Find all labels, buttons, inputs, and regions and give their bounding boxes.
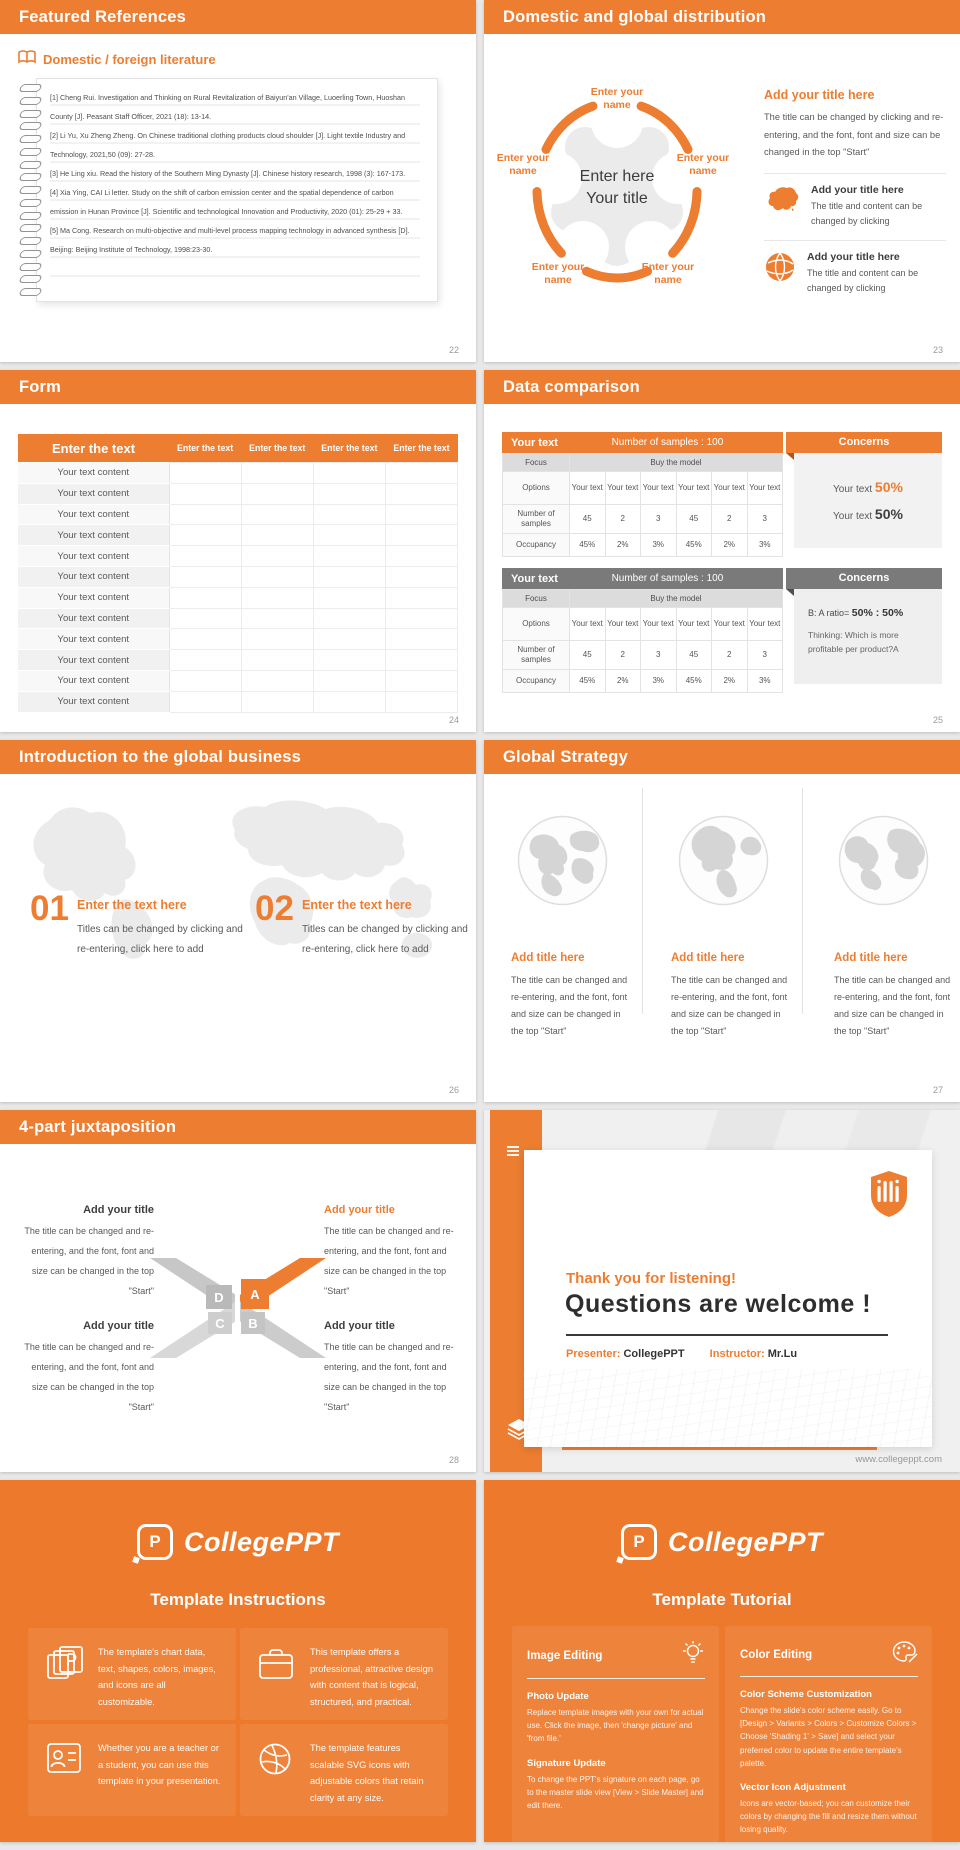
slide-title: Domestic and global distribution — [503, 8, 767, 26]
column-body: The title can be changed and re-entering, and the font, font and size can be changed in the top "Start" — [834, 975, 951, 1036]
item-body: The title and content can be changed by clicking — [807, 267, 919, 293]
collegeppt-logo-icon: P — [621, 1524, 657, 1560]
column-header: Enter the text — [18, 434, 169, 463]
wireframe-mesh — [524, 1369, 932, 1447]
table-row: Your text content — [18, 483, 458, 504]
slide-featured-references[interactable] — [0, 0, 476, 362]
section-body: Change the slide's color scheme easily. Go to [Design > Variants > Colors > Customize Colors > Choose 'Shading 1' > Save] and select your preferred color to update the entire template's palette. — [740, 1706, 917, 1768]
diagram-center-text[interactable] — [557, 166, 677, 210]
column-header: Enter the text — [241, 434, 313, 463]
instructor-name: Mr.Lu — [767, 1348, 798, 1360]
column-title: Add title here — [511, 952, 585, 964]
center-line2: Your title — [586, 190, 648, 207]
page-number: 28 — [448, 1455, 459, 1465]
node-label-right[interactable]: Enter your name — [676, 152, 730, 177]
shield-logo-icon — [870, 1170, 908, 1223]
instruction-text: The template's chart data, text, shapes, colors, images, and icons are all customizable. — [98, 1647, 216, 1707]
ribbon-letter: D — [206, 1285, 232, 1309]
thanks-subtitle: Thank you for listening! — [566, 1270, 737, 1287]
tutorial-panel-color-editing — [725, 1626, 932, 1842]
column-header: Enter the text — [385, 434, 457, 463]
page-number: 27 — [932, 1085, 943, 1095]
page-number: 22 — [448, 345, 459, 355]
table-row: Your text content — [18, 650, 458, 671]
panel-body: The title can be changed by clicking and re-entering, and the font, font and size can be changed in the top "Start" — [764, 112, 944, 157]
table-row: Your text content — [18, 463, 458, 484]
table-row: Your text content — [18, 608, 458, 629]
section-body: Icons are vector-based; you can customize their colors by changing the fill and resize them without losing quality. — [740, 1799, 917, 1835]
ribbon-letter: C — [208, 1312, 232, 1334]
brand-name: CollegePPT — [183, 1526, 340, 1557]
section-title: Vector Icon Adjustment — [740, 1782, 846, 1794]
presenter-label: Presenter: — [566, 1348, 621, 1360]
briefcase-icon — [258, 1644, 296, 1710]
tutorial-section — [740, 1782, 918, 1837]
tutorial-panel-image-editing — [512, 1626, 719, 1842]
reference-list — [50, 88, 420, 294]
content-card — [524, 1150, 932, 1447]
table-row: Your text content — [18, 587, 458, 608]
table-row: Your text content — [18, 691, 458, 712]
reference-item: [4] Xia Ying, CAI Li letter. Study on the shift of carbon emission center and the spatial dependence of carbon emission in Hunan Province [J]. Scientific and technological Innovation and Productivity, 2020 (01): 25-29 + 33. — [50, 188, 403, 216]
list-item — [764, 251, 946, 296]
item-number: 02 — [255, 889, 294, 928]
palette-icon — [892, 1640, 918, 1669]
center-line1: Enter here — [579, 168, 655, 185]
block-body: The title can be changed and re-entering, and the font, font and size can be changed in the top "Start" — [24, 1342, 154, 1412]
collegeppt-logo-icon: P — [137, 1524, 173, 1560]
block-body: The title can be changed and re-entering, and the font, font and size can be changed in the top "Start" — [324, 1226, 454, 1296]
slide-template-instructions[interactable] — [0, 1480, 476, 1842]
quadrant-block — [14, 1204, 154, 1301]
table-row: Your text content — [18, 504, 458, 525]
instruction-item — [240, 1628, 448, 1720]
section-title: Domestic / foreign literature — [43, 52, 216, 67]
section-body: To change the PPT's signature on each page, go to the master slide view [View > Slide Master] and edit there. — [527, 1774, 704, 1811]
table-header-row — [18, 434, 458, 463]
globe-graphic — [515, 813, 610, 913]
divider-line — [566, 1334, 888, 1336]
table-row: Your text content — [18, 629, 458, 650]
instruction-text: This template offers a professional, attractive design with content that is logical, structured, and practical. — [310, 1647, 433, 1707]
column-title: Add title here — [834, 952, 908, 964]
column-divider — [802, 788, 803, 1014]
website-url: www.collegeppt.com — [855, 1454, 942, 1465]
spiral-binding — [20, 84, 44, 296]
instruction-text: The template features scalable SVG icons with adjustable colors that retain clarity at any size. — [310, 1743, 424, 1803]
slide-global-strategy[interactable] — [484, 740, 960, 1102]
section-title: Color Scheme Customization — [740, 1689, 872, 1700]
slide-domestic-global-distribution[interactable] — [484, 0, 960, 362]
item-title: Enter the text here — [302, 898, 412, 912]
page-number: 24 — [448, 715, 459, 725]
menu-icon[interactable] — [507, 1146, 519, 1159]
slide-title: Global Strategy — [503, 748, 628, 766]
vector-ball-icon — [258, 1740, 296, 1806]
node-label-top[interactable]: Enter your name — [590, 86, 644, 111]
presenter-name: CollegePPT — [623, 1348, 685, 1360]
reference-item: [2] Li Yu, Xu Zheng Zheng. On Chinese traditional clothing products cloud shoulder [J]. Light textile Industry and Technology, 2021,50 (09): 27-28. — [50, 131, 406, 159]
reference-item: [3] He Ling xiu. Read the history of the Southern Ming Dynasty [J]. Chinese history research, 1998 (3): 167-173. — [50, 169, 406, 178]
brand-name: CollegePPT — [667, 1526, 824, 1557]
slide-data-comparison[interactable] — [484, 370, 960, 732]
slide-title-bar — [0, 0, 476, 34]
slide-global-business-intro[interactable] — [0, 740, 476, 1102]
node-label-left[interactable]: Enter your name — [496, 152, 550, 177]
thanks-title: Questions are welcome ! — [565, 1290, 872, 1318]
item-body: Titles can be changed by clicking and re-entering, click here to add — [77, 924, 243, 955]
quadrant-block — [324, 1320, 464, 1417]
slide-title-bar — [0, 370, 476, 404]
ribbon-letter: A — [241, 1279, 269, 1309]
instructor-label: Instructor: — [709, 1348, 765, 1360]
reference-item: [1] Cheng Rui. Investigation and Thinking on Rural Revitalization of Baiyun'an Village, Luoerling Town, Huoshan County [J]. Peasant Staff Officer, 2021 (18): 13-14. — [50, 93, 405, 121]
table-row: Your text content — [18, 566, 458, 587]
brand-logo — [0, 1524, 476, 1560]
page-title: Template Instructions — [150, 1590, 326, 1609]
instruction-item — [240, 1724, 448, 1816]
tutorial-section — [527, 1758, 705, 1813]
column-body: The title can be changed and re-entering, and the font, font and size can be changed in the top "Start" — [511, 975, 628, 1036]
block-title: Add your title — [83, 1204, 154, 1216]
list-item — [764, 184, 946, 229]
slide-title: Featured References — [19, 8, 187, 26]
globe-graphic — [676, 813, 771, 913]
table-header-bar: Your text Number of samples : 100 — [502, 432, 783, 453]
table-row: Your text content — [18, 546, 458, 567]
panel-title: Add your title here — [764, 88, 875, 102]
column-body: The title can be changed and re-entering, and the font, font and size can be changed in the top "Start" — [671, 975, 788, 1036]
node-label-bottom-right[interactable]: Enter your name — [641, 261, 695, 286]
item-title: Enter the text here — [77, 898, 187, 912]
page-number: 26 — [448, 1085, 459, 1095]
item-number: 01 — [30, 889, 69, 928]
concerns-card: Concerns Your text 50% Your text 50% — [794, 432, 942, 548]
brand-logo — [484, 1524, 960, 1560]
panel-title: Color Editing — [740, 1648, 813, 1661]
slide-title: Form — [19, 378, 62, 396]
slide-title-bar — [484, 370, 960, 404]
item-body: Titles can be changed by clicking and re-entering, click here to add — [302, 924, 468, 955]
slides-stack-icon — [46, 1644, 84, 1710]
item-title: Add your title here — [811, 183, 904, 196]
tutorial-section — [527, 1691, 705, 1746]
column-header: Enter the text — [313, 434, 385, 463]
section-body: Replace template images with your own for actual use. Click the image, then 'change picture' and 'from file.' — [527, 1708, 704, 1744]
slide-title-bar — [484, 0, 960, 34]
block-title: Add your title — [83, 1320, 154, 1332]
strategy-column — [671, 948, 793, 1040]
quadrant-block — [14, 1320, 154, 1417]
instruction-item — [28, 1724, 236, 1816]
strategy-column — [511, 948, 633, 1040]
slide-title-bar — [0, 1110, 476, 1144]
panel-title: Image Editing — [527, 1649, 603, 1662]
quadrant-block — [324, 1204, 464, 1301]
id-badge-icon — [46, 1740, 84, 1806]
slide-thank-you[interactable] — [484, 1110, 960, 1472]
x-ribbon-graphic — [148, 1256, 328, 1361]
slide-form[interactable] — [0, 370, 476, 732]
slide-title: Introduction to the global business — [19, 748, 301, 766]
table-row: Your text content — [18, 670, 458, 691]
table-row: Your text content — [18, 525, 458, 546]
instruction-text: Whether you are a teacher or a student, you can use this template in your presentation. — [98, 1743, 221, 1786]
block-body: The title can be changed and re-entering, and the font, font and size can be changed in the top "Start" — [324, 1342, 454, 1412]
block-body: The title can be changed and re-entering, and the font, font and size can be changed in the top "Start" — [24, 1226, 154, 1296]
ribbon-letter: B — [241, 1312, 265, 1334]
node-label-bottom-left[interactable]: Enter your name — [531, 261, 585, 286]
page-number: 23 — [932, 345, 943, 355]
column-divider — [642, 788, 643, 1014]
slide-4-part-juxtaposition[interactable] — [0, 1110, 476, 1472]
slide-template-tutorial[interactable] — [484, 1480, 960, 1842]
slide-title: 4-part juxtaposition — [19, 1118, 177, 1136]
open-book-icon — [18, 50, 36, 69]
page-title: Template Tutorial — [652, 1590, 792, 1609]
column-header: Enter the text — [169, 434, 241, 463]
slide-title: Data comparison — [503, 378, 640, 396]
reference-item: [5] Ma Cong. Research on multi-objective and multi-level process mapping technology in advanced synthesis [D]. Beijing: Beijing Institute of Technology, 1998:23-30. — [50, 226, 410, 254]
section-title: Signature Update — [527, 1757, 606, 1769]
tutorial-section — [740, 1689, 918, 1770]
presenter-row — [566, 1348, 819, 1360]
lightbulb-icon — [681, 1640, 705, 1671]
form-table[interactable] — [18, 434, 458, 713]
table-header-bar: Your text Number of samples : 100 — [502, 568, 783, 589]
comparison-table[interactable]: Focus Buy the model Options Your text Your text Your text Your text Your text Your text Number of samples 45 2 3 45 2 3 Occupancy 45% 2% 3% 45% 2% 3% — [502, 589, 783, 693]
comparison-table[interactable]: Focus Buy the model Options Your text Your text Your text Your text Your text Your text Number of samples 45 2 3 45 2 3 Occupancy 45% 2% 3% 45% 2% 3% — [502, 453, 783, 557]
slide-title-bar — [0, 740, 476, 774]
concerns-card: Concerns B: A ratio= 50% : 50% Thinking: Which is more profitable per product?A — [794, 568, 942, 684]
item-title: Add your title here — [807, 250, 900, 263]
strategy-column — [834, 948, 956, 1040]
globe-graphic — [836, 813, 931, 913]
block-title: Add your title — [324, 1204, 395, 1216]
notebook-panel — [20, 78, 438, 302]
item-body: The title and content can be changed by clicking — [811, 200, 923, 226]
page-number: 25 — [932, 715, 943, 725]
block-title: Add your title — [324, 1320, 395, 1332]
section-title: Photo Update — [527, 1691, 589, 1702]
column-title: Add title here — [671, 952, 745, 964]
instruction-item — [28, 1628, 236, 1720]
globe-icon — [764, 251, 796, 288]
china-map-icon — [764, 184, 800, 219]
slide-title-bar — [484, 740, 960, 774]
